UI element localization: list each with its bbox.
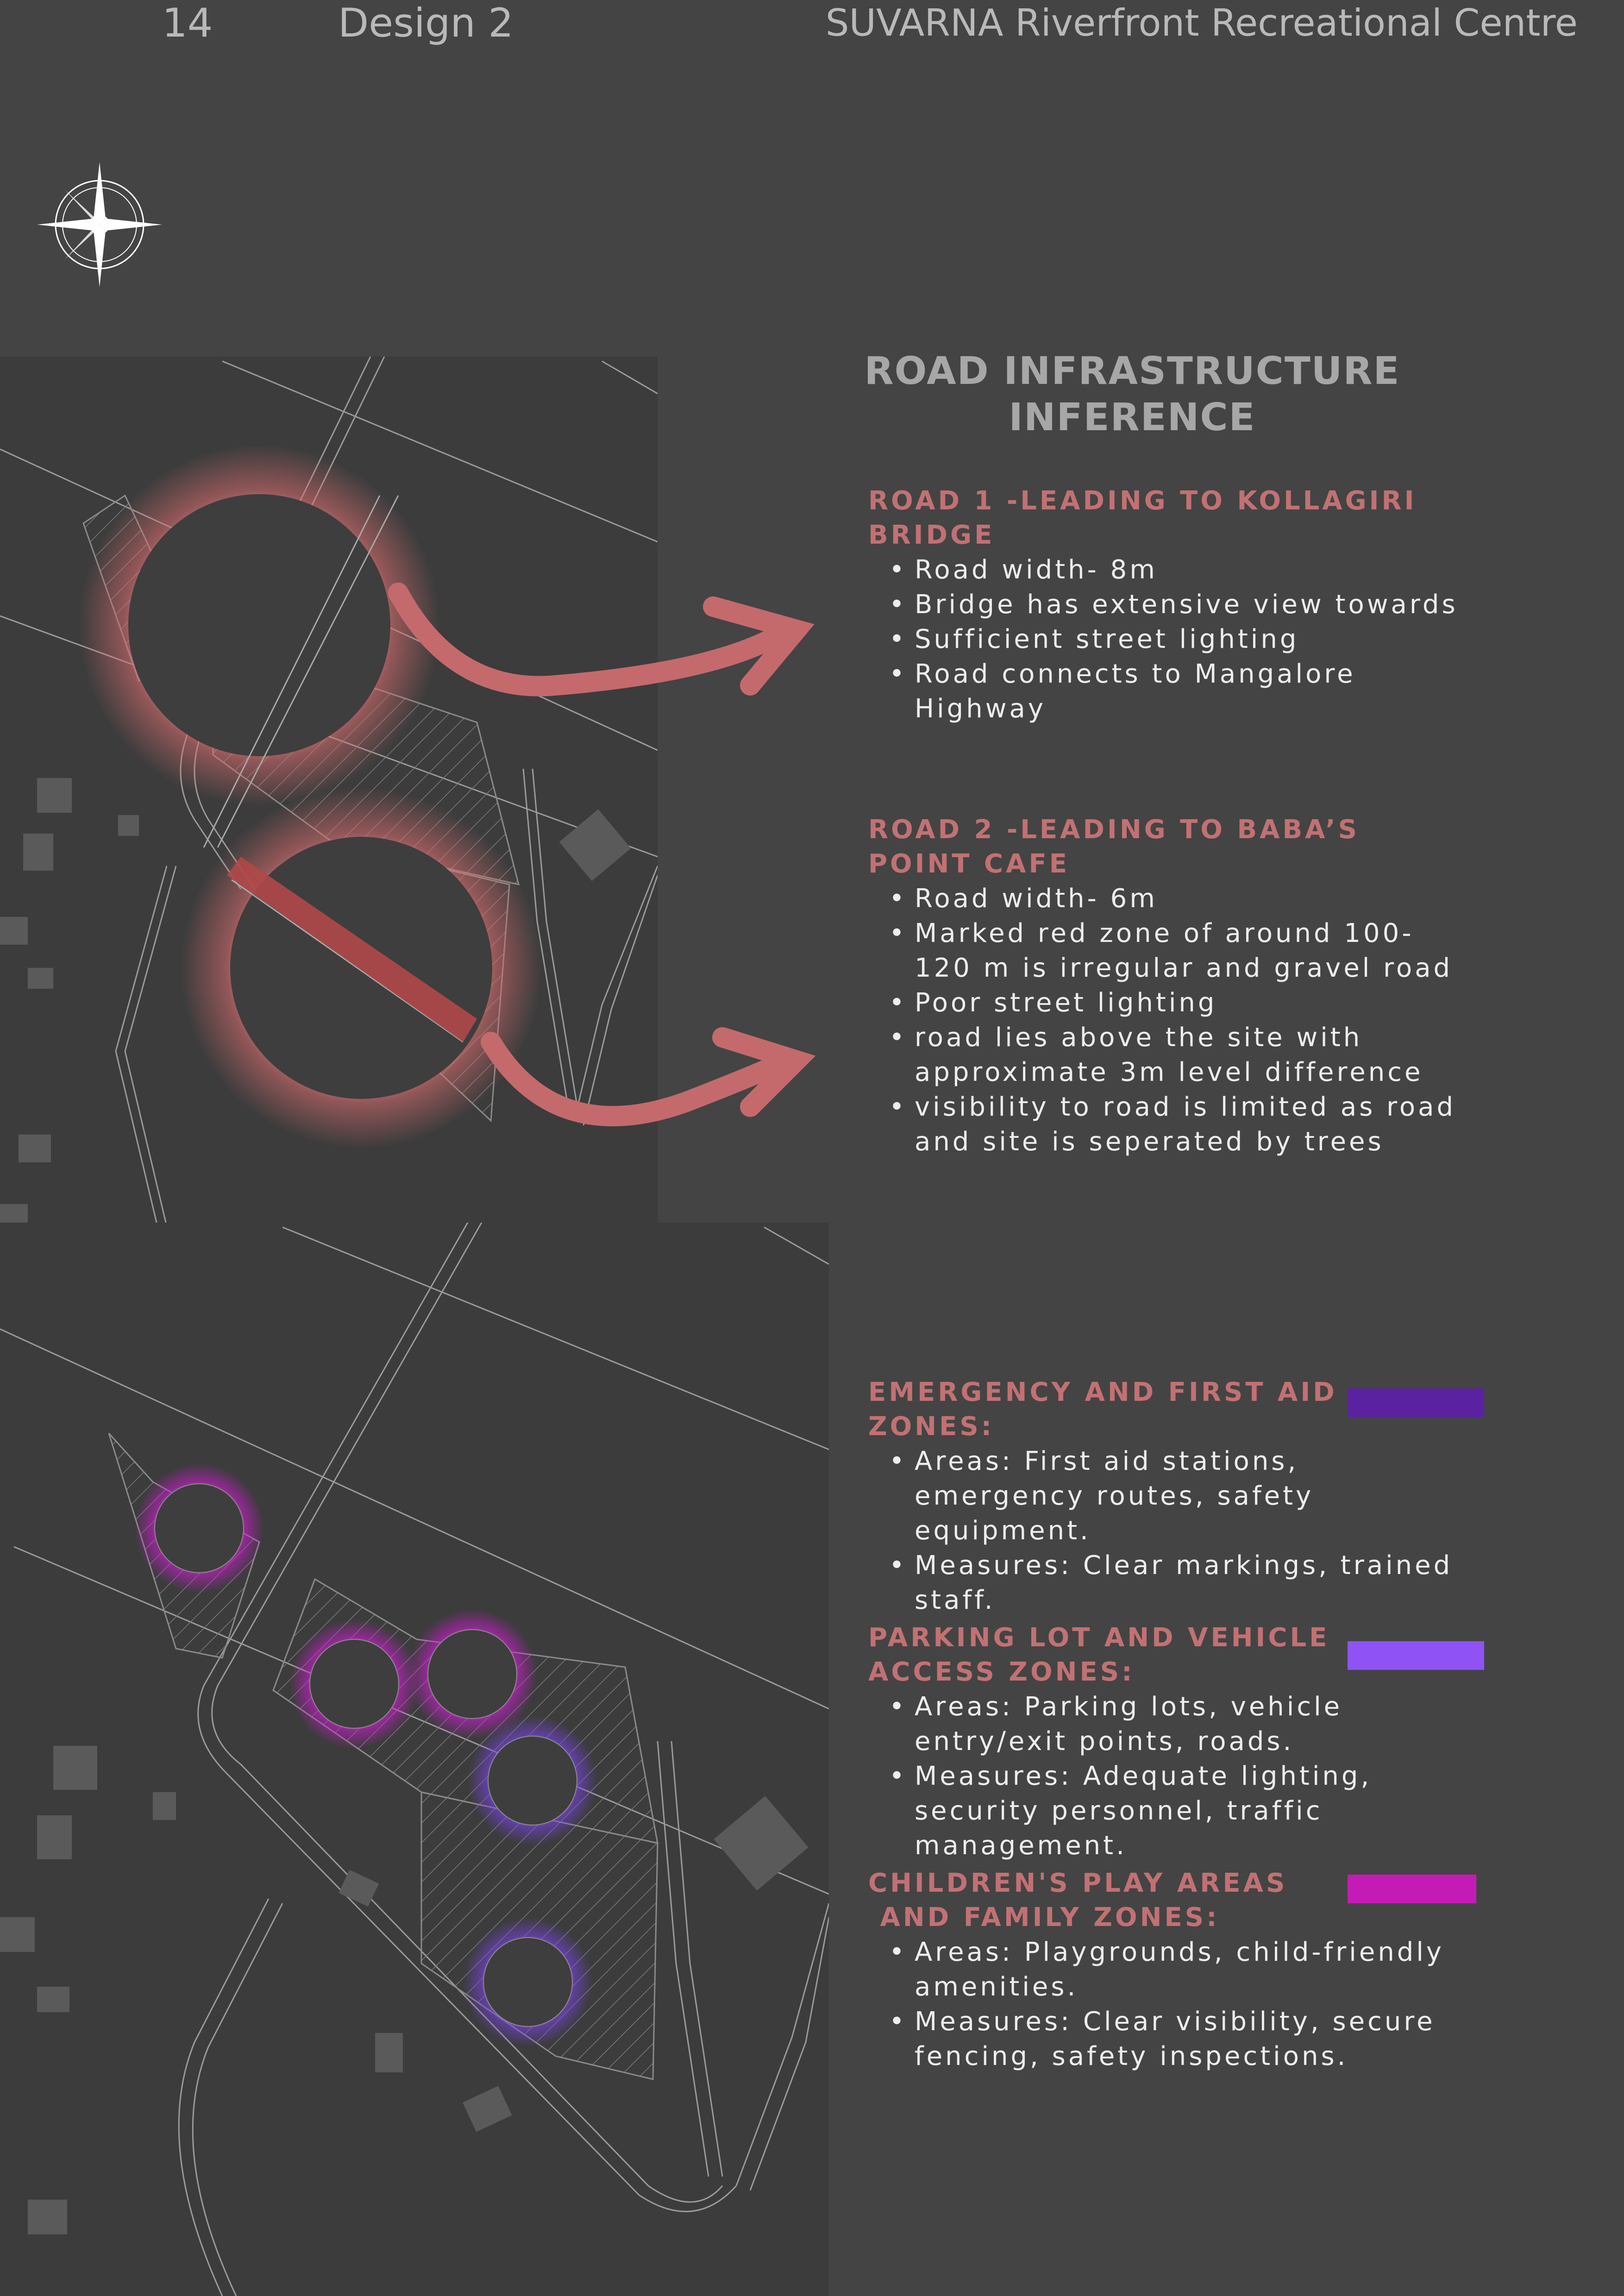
- emergency-zone-point: • Areas: First aid stations, emergency routes, safety equipment.: [915, 1444, 1466, 1548]
- compass-rose-icon: [32, 157, 167, 292]
- road2-point: • visibility to road is limited as road and site is seperated by trees: [915, 1090, 1466, 1159]
- parking-zone-swatch: [1348, 1641, 1484, 1670]
- emergency-zone-swatch: [1348, 1388, 1484, 1417]
- children-zone-heading: CHILDREN'S PLAY AREAS AND FAMILY ZONES:: [868, 1868, 1288, 1932]
- road1-point: • Sufficient street lighting: [915, 622, 1466, 657]
- inference-arrows: [0, 556, 834, 1158]
- parking-zone-point: • Areas: Parking lots, vehicle entry/exit points, roads.: [915, 1689, 1466, 1759]
- children-zone-swatch: [1348, 1875, 1476, 1903]
- road2-points: [868, 881, 1466, 1159]
- emergency-zone-point: • Measures: Clear markings, trained staff.: [915, 1548, 1466, 1618]
- page-number: 14: [162, 0, 213, 46]
- emergency-zone-points: [868, 1444, 1466, 1618]
- children-zone-points: [868, 1935, 1466, 2074]
- road2-point: • Marked red zone of around 100-120 m is irregular and gravel road: [915, 916, 1466, 985]
- road2-section: [868, 813, 1466, 1159]
- road1-point: • Road connects to Mangalore Highway: [915, 657, 1466, 726]
- road2-heading: ROAD 2 -LEADING TO BABA’S POINT CAFE: [868, 815, 1360, 879]
- road1-section: [868, 484, 1466, 726]
- road2-point: • Road width- 6m: [915, 881, 1466, 916]
- road2-point: • road lies above the site with approximate 3m level difference: [915, 1020, 1466, 1090]
- children-zone-point: • Measures: Clear visibility, secure fencing, safety inspections.: [915, 2004, 1466, 2074]
- site-title: SUVARNA Riverfront Recreational Centre: [825, 1, 1578, 44]
- safety-zones-map: [0, 1223, 829, 2296]
- road2-point: • Poor street lighting: [915, 985, 1466, 1020]
- road1-point: • Road width- 8m: [915, 552, 1466, 587]
- design-title: Design 2: [338, 0, 514, 46]
- road1-heading: ROAD 1 -LEADING TO KOLLAGIRI BRIDGE: [868, 486, 1417, 550]
- parking-zone-point: • Measures: Adequate lighting, security personnel, traffic management.: [915, 1759, 1466, 1863]
- children-zone-point: • Areas: Playgrounds, child-friendly amenities.: [915, 1935, 1466, 2004]
- road1-point: • Bridge has extensive view towards: [915, 587, 1466, 622]
- panel-title: [787, 348, 1477, 441]
- panel-title-text: ROAD INFRASTRUCTURE INFERENCE: [864, 349, 1400, 439]
- parking-zone-heading: PARKING LOT AND VEHICLE ACCESS ZONES:: [868, 1623, 1330, 1687]
- emergency-zone-heading: EMERGENCY AND FIRST AID ZONES:: [868, 1377, 1337, 1442]
- parking-zone-points: [868, 1689, 1466, 1863]
- road1-points: [868, 552, 1466, 726]
